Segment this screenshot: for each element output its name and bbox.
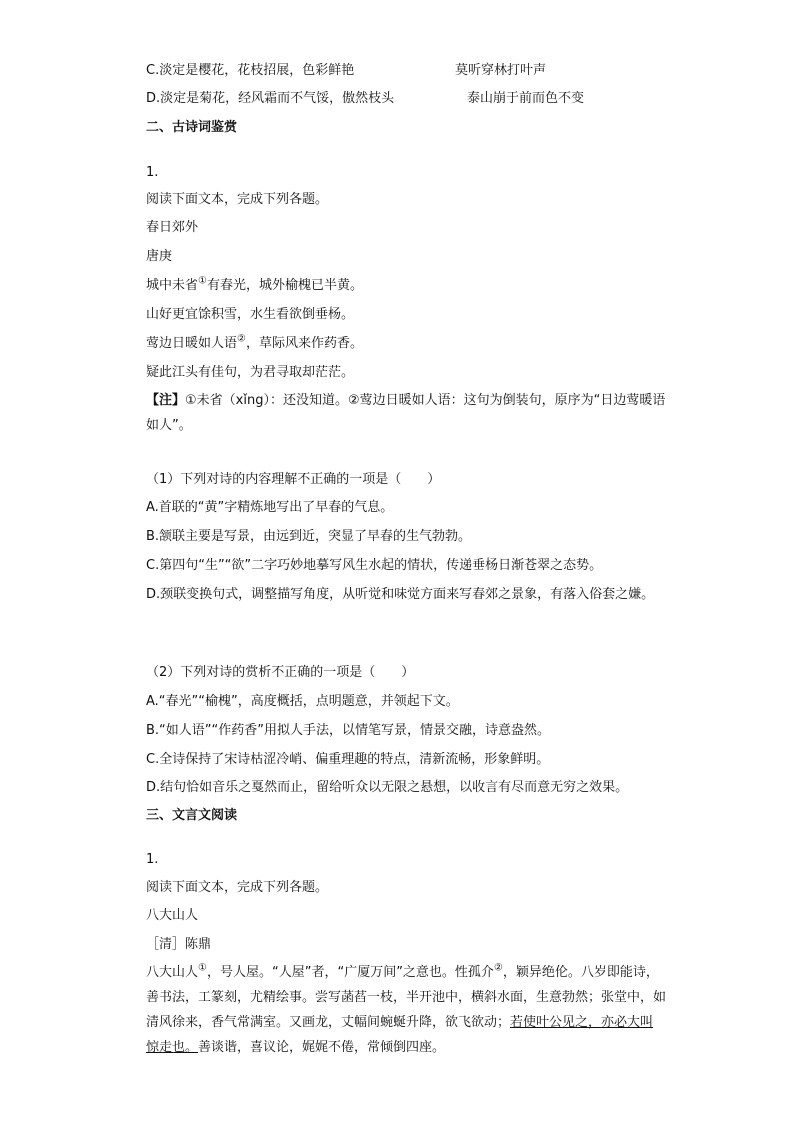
footnote-marker: ① — [198, 962, 207, 974]
footnote-marker: ② — [493, 962, 503, 974]
option-d-quote: 泰山崩于前而色不变 — [467, 91, 585, 106]
instruction: 阅读下面文本，完成下列各题。 — [146, 192, 329, 207]
poem-title: 春日郊外 — [146, 220, 199, 235]
section-heading-classical: 三、文言文阅读 — [146, 808, 238, 823]
instruction: 阅读下面文本，完成下列各题。 — [146, 880, 329, 895]
q1-stem: （1）下列对诗的内容理解不正确的一项是（ ） — [146, 472, 441, 487]
q2-stem: （2）下列对诗的赏析不正确的一项是（ ） — [146, 665, 415, 680]
q2-option-d: D.结句恰如音乐之戛然而止，留给听众以无限之悬想，以收言有尽而意无穷之效果。 — [146, 780, 629, 795]
q2-option-c: C.全诗保持了宋诗枯涩冷峭、偏重理趣的特点，清新流畅，形象鲜明。 — [146, 752, 550, 767]
q1-option-a: A.首联的“黄”字精炼地写出了早春的气息。 — [146, 500, 394, 515]
q1-option-d: D.颈联变换句式，调整描写角度，从听觉和味觉方面来写春郊之景象，有落入俗套之嫌。 — [146, 587, 655, 602]
q2-option-a: A.“春光”“榆槐”，高度概括，点明题意，并领起下文。 — [146, 694, 459, 709]
option-d: D.淡定是菊花，经风霜而不气馁，傲然枝头 — [146, 91, 395, 106]
option-c-quote: 莫听穿林打叶声 — [455, 63, 547, 78]
footnote-marker: ① — [198, 275, 207, 287]
poem-author: 唐庚 — [146, 249, 173, 264]
q1-option-c: C.第四句“生”“欲”二字巧妙地摹写风生水起的情状，传递垂杨日渐苍翠之态势。 — [146, 558, 603, 573]
poem-note: 【注】①未省（xǐng）：还没知道。②莺边日暖如人语：这句为倒装句，原序为“日边莺暖语如人”。 — [146, 393, 666, 433]
poem-line-4: 疑此江头有佳句，为君寻取却茫茫。 — [146, 365, 355, 380]
footnote-marker: ② — [237, 333, 246, 345]
poem-line-1: 城中未省①有春光，城外榆槐已半黄。 — [146, 275, 363, 293]
question-number: 1. — [146, 852, 159, 867]
question-number: 1. — [146, 165, 159, 180]
poem-line-2: 山好更宜馀积雪，水生看欲倒垂杨。 — [146, 307, 355, 322]
poem-line-3: 莺边日暖如人语②，草际风来作药香。 — [146, 333, 363, 351]
q1-option-b: B.颔联主要是写景，由远到近，突显了早春的生气勃勃。 — [146, 529, 472, 544]
underlined-sentence: 若使叶公见之，亦必大叫惊走也。 — [146, 1015, 654, 1055]
passage-paragraph: 八大山人①，号人屋。“人屋”者，“广厦万间”之意也。性孤介②，颖异绝伦。八岁即能诗，善书法，工篆刻，尤精绘事。尝写菡萏一枝，半开池中，横斜水面，生意勃然；张堂中，如清风徐来，香气常满室。又画龙，丈幅间蜿蜒升降，欲飞欲动；若使叶公见之，亦必大叫惊走也。善谈谐，喜议论，娓娓不倦，常倾倒四座。 — [146, 962, 667, 1055]
option-c: C.淡定是樱花，花枝招展，色彩鲜艳 — [146, 63, 355, 78]
text-author: ［清］陈鼎 — [146, 937, 212, 952]
q2-option-b: B.“如人语”“作药香”用拟人手法，以情笔写景，情景交融，诗意盎然。 — [146, 723, 550, 738]
text-title: 八大山人 — [146, 908, 199, 923]
section-heading-poetry: 二、古诗词鉴赏 — [146, 120, 238, 135]
